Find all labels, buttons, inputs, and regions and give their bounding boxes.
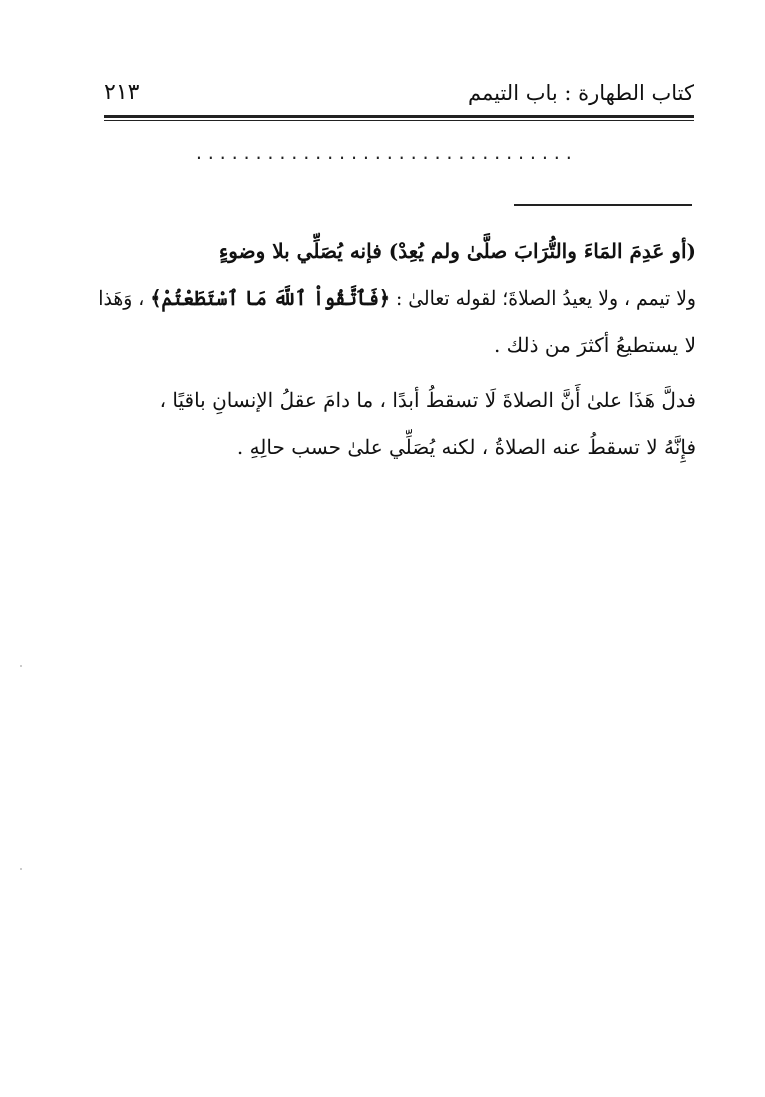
paragraph-commentary-1 — [98, 228, 696, 369]
paragraph2-line1: فدلَّ هَذَا علىٰ أَنَّ الصلاةَ لَا تسقطُ أبدًا ، ما دامَ عقلُ الإنسانِ باقيًا ، — [159, 388, 696, 412]
header-rule-thin — [104, 120, 694, 121]
header-rule-thick — [104, 115, 694, 118]
paragraph-commentary-2 — [98, 377, 696, 471]
page-header — [104, 78, 694, 112]
paragraph1-line2-before: ولا تيمم ، ولا يعيدُ الصلاةَ؛ لقوله تعالىٰ : — [395, 286, 696, 310]
paragraph1-line3: لا يستطيعُ أكثرَ من ذلك . — [493, 333, 696, 357]
matn-text: (أو عَدِمَ المَاءَ والتُّرَابَ صلَّىٰ ولم يُعِدْ) فإنه يُصَلِّي بلا وضوءٍ — [218, 239, 696, 263]
paragraph1-line2-after: ، وَهَذا — [98, 286, 145, 310]
paragraph2-line2: فإِنَّهُ لا تسقطُ عنه الصلاةُ ، لكنه يُصَلِّي علىٰ حسب حالِهِ . — [236, 435, 696, 459]
paragraph1-line1 — [98, 228, 696, 275]
running-title: كتاب الطهارة : باب التيمم — [468, 81, 694, 105]
quran-verse: ﴿فَٱتَّقُواْ ٱللَّهَ مَا ٱسْتَطَعْتُمْ﴾ — [150, 286, 390, 310]
page-number: ٢١٣ — [104, 80, 140, 105]
section-short-rule — [514, 204, 692, 206]
scan-speck — [20, 665, 22, 667]
paragraph1-line2 — [98, 275, 696, 322]
scan-speck — [20, 868, 22, 870]
dotted-separator: ................................ — [194, 144, 576, 163]
